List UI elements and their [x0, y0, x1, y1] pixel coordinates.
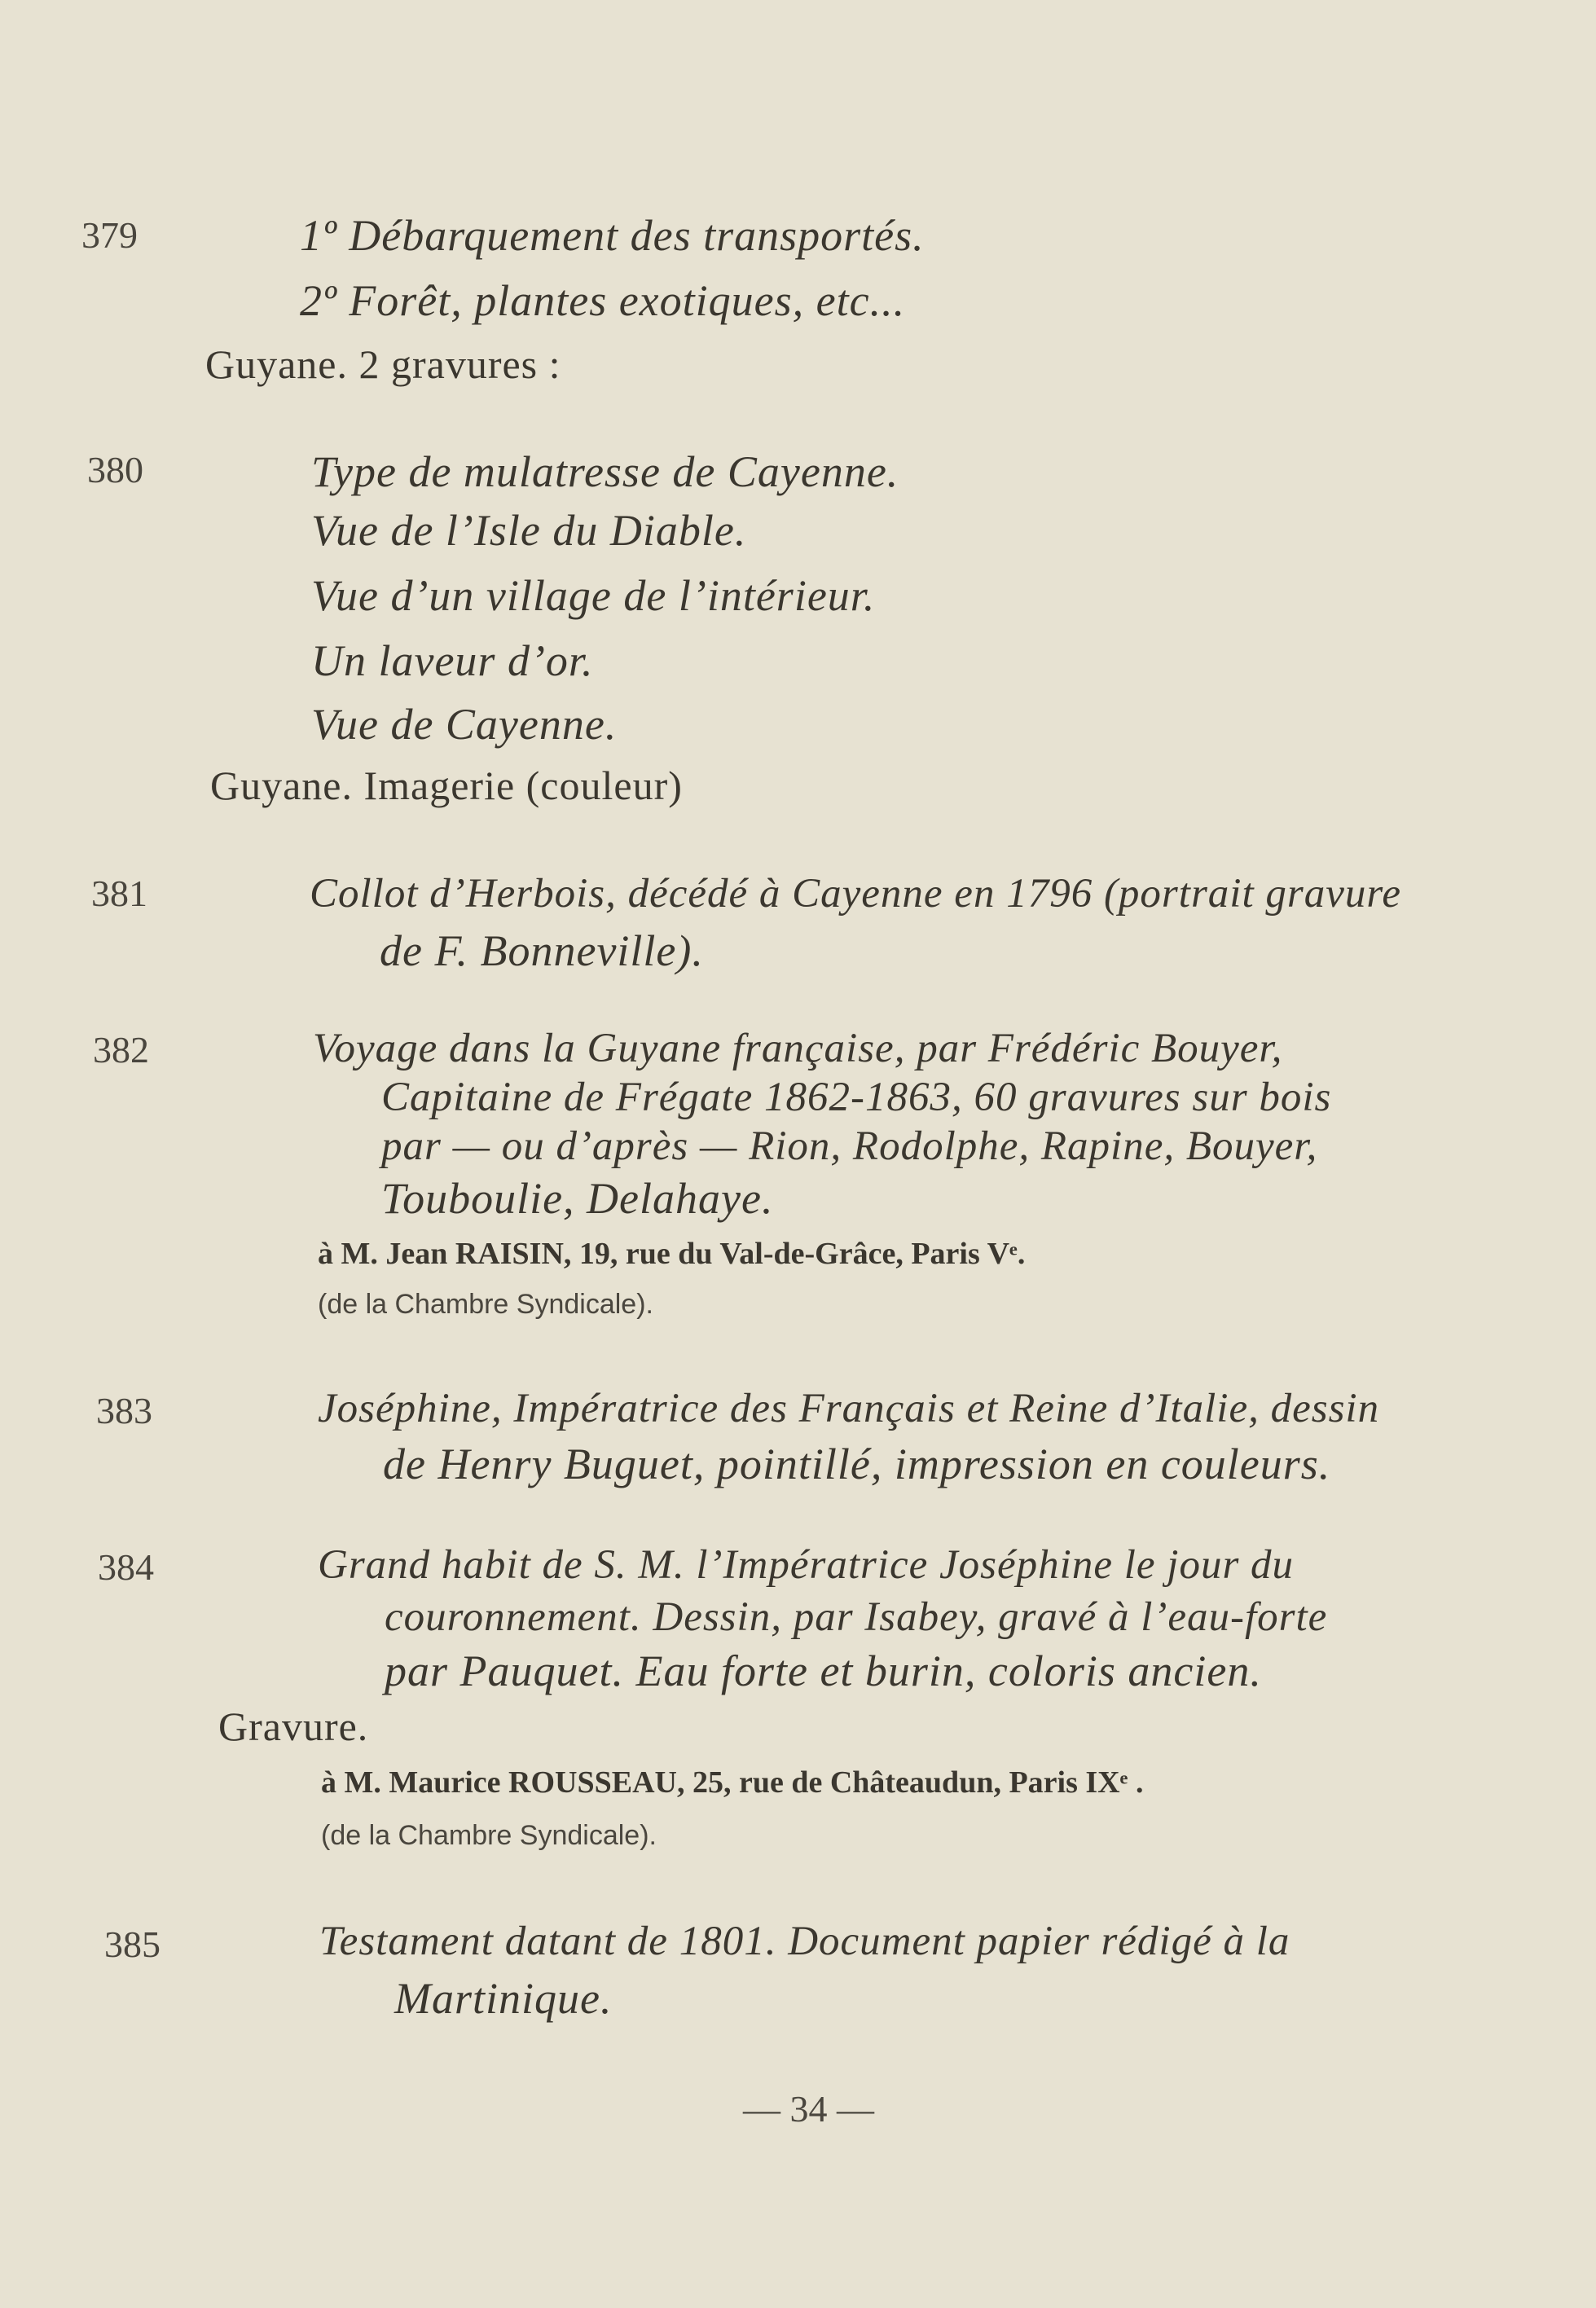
- entry-number: 379: [81, 214, 138, 256]
- entry-line: Vue de l’Isle du Diable.: [311, 506, 747, 555]
- page-number: — 34 —: [743, 2088, 874, 2130]
- section-heading: Guyane. Imagerie (couleur): [210, 763, 683, 808]
- entry-line: Grand habit de S. M. l’Impératrice Joséphine le jour du: [318, 1542, 1295, 1588]
- entry-line: 1º Débarquement des transportés.: [300, 211, 925, 260]
- entry-number: 383: [96, 1390, 152, 1431]
- entry-line: Un laveur d’or.: [311, 636, 594, 685]
- donor-address: à M. Jean RAISIN, 19, rue du Val-de-Grâce, Paris Vᵉ.: [318, 1237, 1026, 1271]
- donor-note: (de la Chambre Syndicale).: [318, 1289, 653, 1320]
- entry-line: par — ou d’après — Rion, Rodolphe, Rapine, Bouyer,: [381, 1123, 1318, 1169]
- entry-line: par Pauquet. Eau forte et burin, coloris ancien.: [385, 1646, 1262, 1695]
- entry-number: 381: [91, 873, 147, 914]
- entry-line: Joséphine, Impératrice des Français et Reine d’Italie, dessin: [318, 1386, 1380, 1431]
- entry-line: de F. Bonneville).: [380, 926, 704, 975]
- entry-line: Vue d’un village de l’intérieur.: [311, 571, 876, 620]
- entry-line: 2º Forêt, plantes exotiques, etc...: [300, 276, 906, 325]
- entry-line: Collot d’Herbois, décédé à Cayenne en 1796 (portrait gravure: [310, 871, 1401, 917]
- entry-number: 385: [104, 1923, 160, 1965]
- entry-line: couronnement. Dessin, par Isabey, gravé à l’eau-forte: [385, 1594, 1328, 1640]
- donor-note: (de la Chambre Syndicale).: [321, 1820, 657, 1851]
- entry-number: 384: [98, 1546, 154, 1588]
- entry-line: Martinique.: [394, 1974, 613, 2023]
- donor-address: à M. Maurice ROUSSEAU, 25, rue de Châteaudun, Paris IXᵉ .: [321, 1765, 1144, 1800]
- entry-line: Voyage dans la Guyane française, par Frédéric Bouyer,: [313, 1026, 1283, 1071]
- section-heading: Guyane. 2 gravures :: [205, 341, 561, 387]
- entry-number: 380: [87, 449, 143, 490]
- entry-line: Touboulie, Delahaye.: [381, 1174, 774, 1223]
- entry-line: Type de mulatresse de Cayenne.: [311, 447, 899, 496]
- entry-line: Vue de Cayenne.: [311, 700, 618, 749]
- section-heading: Gravure.: [218, 1704, 369, 1749]
- entry-line: de Henry Buguet, pointillé, impression en couleurs.: [383, 1440, 1331, 1488]
- entry-line: Testament datant de 1801. Document papier rédigé à la: [319, 1919, 1290, 1964]
- entry-number: 382: [93, 1029, 149, 1070]
- entry-line: Capitaine de Frégate 1862-1863, 60 gravures sur bois: [381, 1075, 1332, 1120]
